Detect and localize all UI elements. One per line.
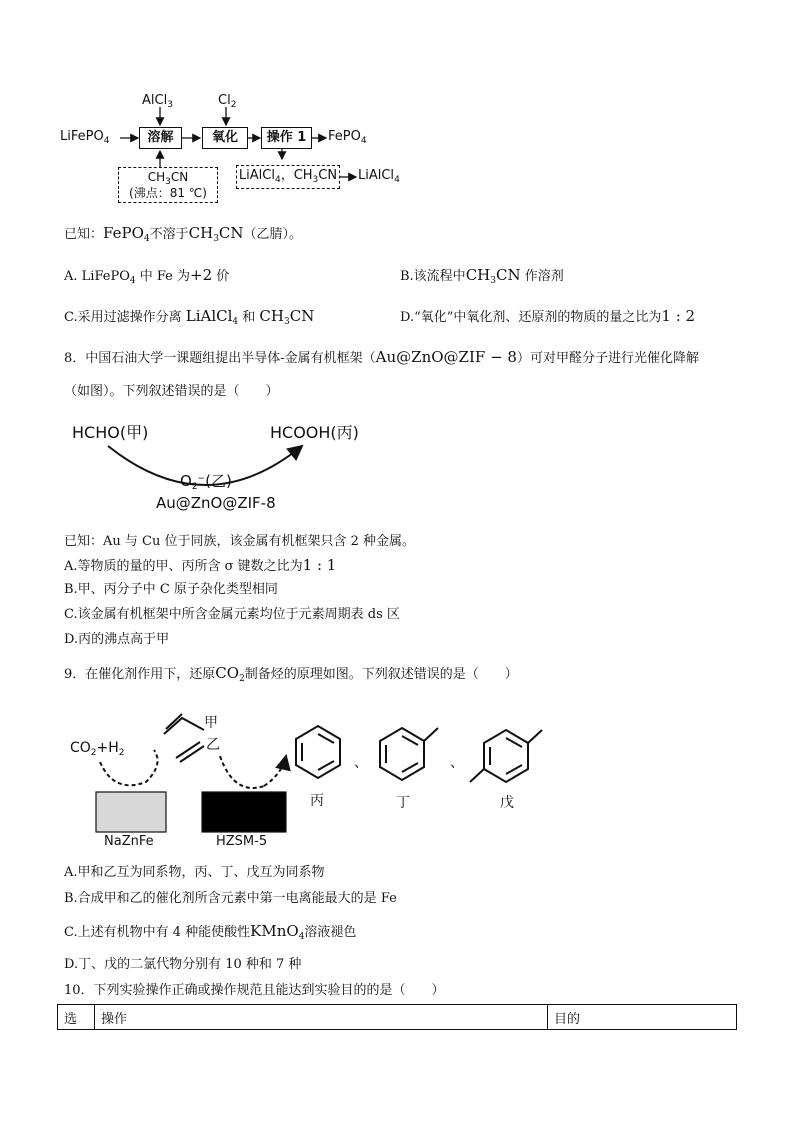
superoxide-label: $O_2^-$(乙): [180, 472, 232, 492]
q10-stem: 10．下列实验操作正确或操作规范且能达到实验目的的是（ ）: [64, 983, 445, 998]
q7-known: 已知：FePO$_4$不溶于$CH_3CN$（乙腈）。: [64, 224, 303, 244]
flowchart: [60, 85, 420, 205]
step-oxidize-box: 氧化: [202, 127, 248, 149]
start-material: LiFePO$_4$: [60, 129, 110, 146]
reagent-alcl3: AlCl$_3$: [142, 93, 173, 110]
q7-option-a: A. LiFePO$_4$ 中 Fe 为+2 价: [64, 266, 230, 286]
reduction-scheme: [64, 704, 554, 854]
q8-option-c: C.该金属有机框架中所含金属元素均位于元素周期表 ds 区: [64, 607, 400, 622]
catalyst-nazfe: NaZnFe: [104, 834, 154, 849]
separator-1: 、: [354, 755, 368, 771]
q9-option-c: C.上述有机物中有 4 种能使酸性KMnO$_4$溶液褪色: [64, 922, 357, 942]
q9-stem: 9．在催化剂作用下，还原$CO_2$制备烃的原理如图。下列叙述错误的是（ ）: [64, 664, 518, 684]
q8-option-a: A.等物质的量的甲、丙所含 σ 键数之比为1 : 1: [64, 556, 337, 574]
q7-option-b: B.该流程中$CH_3CN$ 作溶剂: [400, 266, 564, 286]
q7-option-d: D.“氧化”中氧化剂、还原剂的物质的量之比为1 : 2: [400, 307, 696, 325]
q9-option-a: A.甲和乙互为同系物，丙、丁、戊互为同系物: [64, 865, 325, 880]
q10-table: [57, 1004, 737, 1030]
reagent-cl2: $Cl_2$: [218, 93, 237, 110]
xylene-ring: [470, 730, 542, 782]
table-header-row: [58, 1005, 737, 1030]
co2-reduction-diagram: [64, 704, 554, 854]
step-operation1-box: 操作 1: [261, 127, 312, 149]
q8-stem-line1: 8．中国石油大学一课题组提出半导体-金属有机框架（Au@ZnO@ZIF − 8）可对甲醛分子进行光催化降解: [64, 348, 699, 366]
catalyst-label: Au@ZnO@ZIF-8: [156, 494, 276, 512]
label-jia: 甲: [204, 715, 218, 731]
label-wu: 戊: [500, 795, 514, 811]
product-hcooh: HCOOH(丙): [270, 423, 359, 442]
solvent-box: $CH_3CN$ (沸点：81 ℃): [118, 167, 218, 203]
header-operation: 操作: [95, 1005, 548, 1030]
header-choice: 选: [58, 1005, 95, 1030]
photocatalysis-diagram: [66, 414, 366, 520]
q8-option-b: B.甲、丙分子中 C 原子杂化类型相同: [64, 582, 278, 597]
product-fepo4: FePO$_4$: [328, 129, 367, 146]
q8-known: 已知：Au 与 Cu 位于同族，该金属有机框架只含 2 种金属。: [64, 534, 416, 549]
label-yi: 乙: [206, 737, 220, 753]
final-product: LiAlCl$_4$: [358, 168, 400, 185]
mixture-box: LiAlCl$_4$，$CH_3CN$: [236, 165, 340, 189]
step-dissolve-box: 溶解: [139, 127, 182, 149]
catalyst-hzsm5: HZSM-5: [216, 834, 268, 849]
reactant-hcho: HCHO(甲): [72, 423, 149, 442]
q7-option-c: C.采用过滤操作分离 LiAlCl$_4$ 和 $CH_3CN$: [64, 307, 315, 327]
q8-option-d: D.丙的沸点高于甲: [64, 632, 170, 647]
reactant-co2-h2: $CO_2+H_2$: [70, 740, 125, 758]
benzene-ring: [296, 726, 340, 778]
toluene-ring: [380, 728, 438, 780]
label-ding: 丁: [396, 795, 410, 811]
q8-stem-line2: （如图）。下列叙述错误的是（ ）: [64, 384, 279, 399]
separator-2: 、: [450, 755, 464, 771]
q9-option-b: B.合成甲和乙的催化剂所含元素中第一电离能最大的是 Fe: [64, 891, 397, 906]
q9-option-d: D.丁、戊的二氯代物分别有 10 种和 7 种: [64, 957, 302, 972]
header-purpose: 目的: [548, 1005, 737, 1030]
label-bing: 丙: [310, 793, 324, 809]
solvent-boiling-point: (沸点：81 ℃): [129, 186, 207, 200]
